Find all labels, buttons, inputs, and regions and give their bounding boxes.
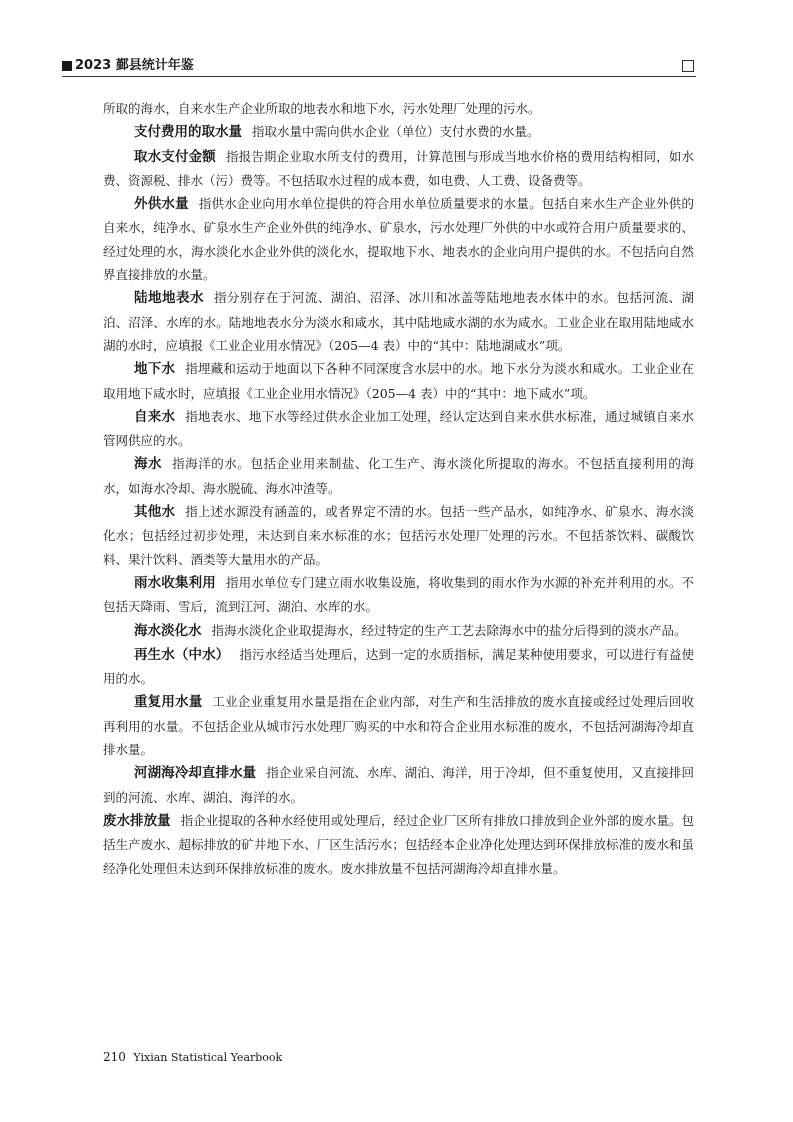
paragraph-1 (103, 97, 694, 120)
paragraph-text: 指报告期企业取水所支付的费用，计算范围与形成当地水价格的费用结构相同，如水费、资源税、排水（污）费等。不包括取水过程的成本费，如电费、人工费、设备费等。 (103, 148, 694, 188)
paragraph-text: 指海洋的水。包括企业用来制盐、化工生产、海水淡化所提取的海水。不包括直接利用的海水，如海水冷却、海水脱硫、海水冲渣等。 (103, 456, 694, 496)
paragraph-text: 指企业采自河流、水库、湖泊、海洋，用于冷却，但不重复使用，又直接排回到的河流、水库、湖泊、海洋的水。 (103, 765, 694, 805)
paragraph-7 (103, 405, 694, 453)
term-heading: 陆地地表水 (134, 290, 204, 307)
term-heading: 雨水收集利用 (134, 574, 216, 591)
paragraph-text: 指地表水、地下水等经过供水企业加工处理，经认定达到自来水供水标准，通过城镇自来水管网供应的水。 (103, 408, 694, 449)
paragraph-15 (103, 809, 694, 880)
paragraph-8 (103, 452, 694, 500)
term-heading: 废水排放量 (103, 812, 171, 829)
paragraph-text: 指分别存在于河流、湖泊、沼泽、冰川和冰盖等陆地地表水体中的水。包括河流、湖泊、沼泽、水库的水。陆地地表水分为淡水和咸水，其中陆地咸水湖的水为咸水。工业企业在取用陆地咸水湖的水时，应填报《工业企业用水情况》（205—4 表）中的“其中：陆地湖咸水”项。 (103, 290, 694, 353)
page-footer (103, 1050, 282, 1065)
running-header (62, 58, 696, 77)
term-heading: 海水淡化水 (134, 622, 202, 639)
paragraph-11 (103, 619, 694, 643)
page-body (103, 97, 694, 880)
term-heading: 其他水 (134, 504, 176, 521)
paragraph-text: 指取水量中需向供水企业（单位）支付水费的水量。 (252, 124, 540, 140)
paragraph-5 (103, 286, 694, 357)
paragraph-10 (103, 571, 694, 619)
paragraph-14 (103, 761, 694, 809)
publication-name: Yixian Statistical Yearbook (133, 1051, 283, 1064)
paragraph-2 (103, 120, 694, 144)
paragraph-6 (103, 357, 694, 405)
header-square-mark (62, 61, 72, 71)
paragraph-text: 指埋藏和运动于地面以下各种不同深度含水层中的水。地下水分为淡水和咸水。工业企业在取用地下咸水时，应填报《工业企业用水情况》（205—4 表）中的“其中：地下咸水”项。 (103, 361, 694, 401)
term-heading: 外供水量 (134, 196, 189, 213)
paragraph-text: 指污水经适当处理后，达到一定的水质指标，满足某种使用要求，可以进行有益使用的水。 (103, 646, 694, 687)
paragraph-text: 工业企业重复用水量是指在企业内部，对生产和生活排放的废水直接或经过处理后回收再利用的水量。不包括企业从城市污水处理厂购买的中水和符合企业用水标准的废水，不包括河湖海冷却直排水量。 (103, 694, 695, 758)
term-heading: 自来水 (134, 408, 176, 425)
page-number: 210 (103, 1050, 126, 1064)
term-heading: 地下水 (134, 361, 176, 378)
paragraph-text: 指供水企业向用水单位提供的符合用水单位质量要求的水量。包括自来水生产企业外供的自来水，纯净水、矿泉水生产企业外供的纯净水、矿泉水，污水处理厂外供的中水或符合用户质量要求的、经过处理的水，海水淡化水企业外供的淡化水，提取地下水、地表水的企业向用户提供的水。不包括向自然界直接排放的水量。 (103, 196, 694, 283)
term-heading: 河湖海冷却直排水量 (134, 765, 257, 782)
header-title: 2023 鄞县统计年鉴 (75, 58, 194, 73)
paragraph-4 (103, 192, 694, 286)
header-box-icon (682, 60, 694, 72)
paragraph-3 (103, 145, 694, 193)
term-heading: 取水支付金额 (134, 148, 216, 165)
term-heading: 支付费用的取水量 (134, 124, 242, 141)
paragraph-9 (103, 500, 694, 571)
paragraph-text: 指用水单位专门建立雨水收集设施，将收集到的雨水作为水源的补充并利用的水。不包括天降雨、雪后，流到江河、湖泊、水库的水。 (103, 574, 694, 615)
paragraph-text: 所取的海水，自来水生产企业所取的地表水和地下水，污水处理厂处理的污水。 (103, 101, 541, 116)
term-heading: 再生水（中水） (134, 646, 230, 663)
term-heading: 海水 (134, 456, 163, 473)
term-heading: 重复用水量 (134, 694, 203, 711)
paragraph-text: 指海水淡化企业取提海水，经过特定的生产工艺去除海水中的盐分后得到的淡水产品。 (211, 622, 687, 638)
paragraph-text: 指上述水源没有涵盖的，或者界定不清的水。包括一些产品水，如纯净水、矿泉水、海水淡化水；包括经过初步处理，未达到自来水标准的水；包括污水处理厂处理的污水。不包括茶饮料、碳酸饮料、果汁饮料、酒类等大量用水的产品。 (103, 504, 694, 567)
paragraph-text: 指企业提取的各种水经使用或处理后，经过企业厂区所有排放口排放到企业外部的废水量。包括生产废水、超标排放的矿井地下水、厂区生活污水；包括经本企业净化处理达到环保排放标准的废水和虽经净化处理但未达到环保排放标准的废水。废水排放量不包括河湖海冷却直排水量。 (103, 812, 694, 876)
paragraph-13 (103, 690, 694, 761)
paragraph-12 (103, 643, 694, 691)
